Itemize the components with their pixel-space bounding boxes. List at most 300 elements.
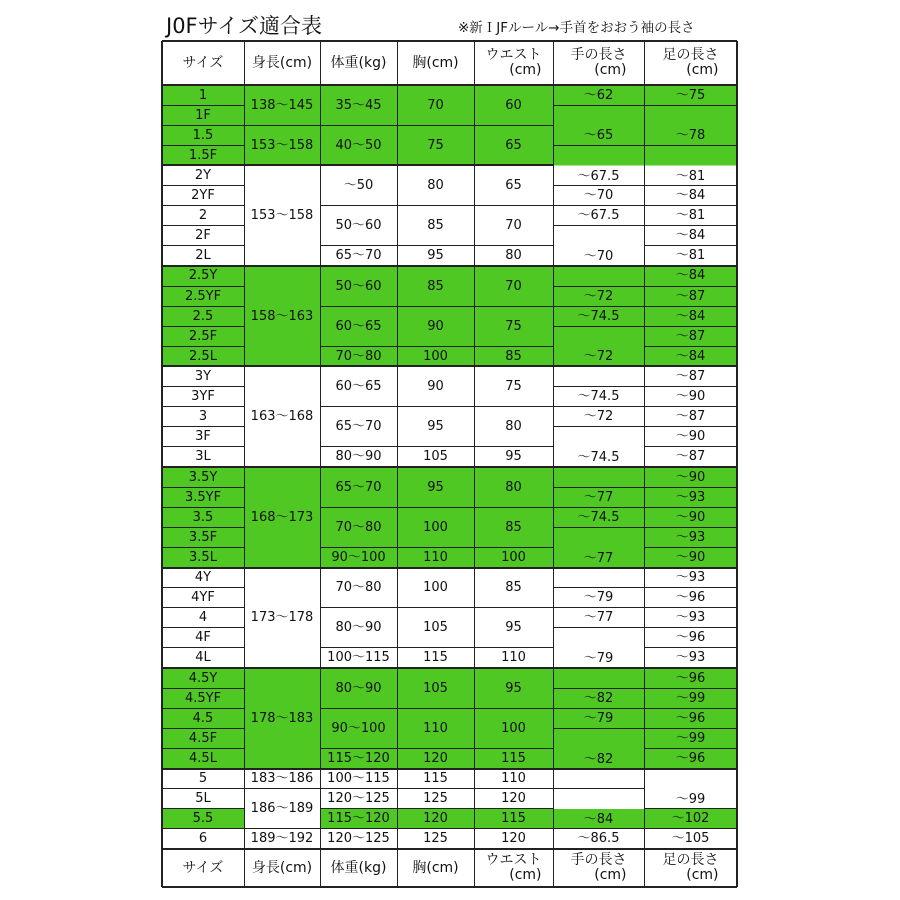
table-rule bbox=[474, 164, 553, 166]
cell-text: 100 bbox=[501, 549, 526, 565]
size-cell bbox=[162, 668, 244, 688]
header-label: 手の長さ bbox=[570, 852, 627, 869]
size-cell bbox=[162, 769, 244, 789]
arm-cell bbox=[553, 668, 644, 688]
leg-cell bbox=[644, 507, 737, 527]
header-cell-size bbox=[162, 41, 244, 85]
size-cell bbox=[162, 809, 244, 829]
header-unit: (cm) bbox=[686, 62, 719, 78]
table-rule bbox=[397, 406, 474, 407]
cell-text: 168〜173 bbox=[250, 509, 314, 525]
cell-text: 75 bbox=[505, 318, 522, 334]
header-cell-arm bbox=[553, 41, 644, 85]
cell-text: 85 bbox=[427, 278, 444, 294]
cell-text: 〜78 bbox=[675, 128, 706, 144]
waist-cell bbox=[474, 568, 553, 608]
size-cell bbox=[162, 728, 244, 748]
table-rule bbox=[320, 788, 397, 789]
chest-cell bbox=[397, 125, 474, 165]
size-cell bbox=[162, 829, 244, 849]
leg-cell bbox=[644, 206, 737, 226]
size-cell bbox=[162, 427, 244, 447]
cell-text: 120 bbox=[423, 751, 448, 767]
cell-text: 〜102 bbox=[671, 811, 710, 827]
table-rule bbox=[320, 205, 397, 206]
cell-text: 〜77 bbox=[583, 550, 614, 566]
leg-cell bbox=[644, 688, 737, 708]
cell-text: 95 bbox=[505, 680, 522, 696]
waist-cell bbox=[474, 306, 553, 346]
table-rule bbox=[644, 768, 737, 770]
cell-text: 〜79 bbox=[583, 590, 614, 606]
table-rule bbox=[244, 788, 320, 789]
table-rule bbox=[553, 365, 644, 367]
arm-cell bbox=[553, 608, 644, 628]
table-rule bbox=[320, 125, 397, 126]
table-rule bbox=[644, 365, 737, 367]
leg-cell bbox=[644, 266, 737, 286]
cell-text: 〜90 bbox=[675, 509, 706, 525]
chest-cell bbox=[397, 568, 474, 608]
size-cell bbox=[162, 105, 244, 125]
header-unit: (cm) bbox=[594, 867, 627, 883]
leg-cell bbox=[644, 427, 737, 447]
chest-cell bbox=[397, 547, 474, 567]
table-rule bbox=[397, 245, 474, 246]
table-rule bbox=[397, 708, 474, 709]
cell-text: 〜99 bbox=[675, 730, 706, 746]
table-rule bbox=[644, 205, 737, 206]
cell-text: 95 bbox=[427, 419, 444, 435]
table-rule bbox=[162, 748, 244, 749]
header-stack bbox=[571, 853, 627, 882]
table-rule bbox=[320, 265, 397, 267]
leg-cell bbox=[644, 145, 737, 185]
leg-cell bbox=[644, 708, 737, 728]
table-rule bbox=[553, 265, 644, 267]
table-rule bbox=[162, 225, 244, 226]
waist-cell bbox=[474, 829, 553, 849]
waist-cell bbox=[474, 407, 553, 447]
cell-text: 5.5 bbox=[192, 811, 214, 827]
cell-text: 〜77 bbox=[583, 610, 614, 626]
header-label: 足の長さ bbox=[662, 852, 719, 869]
leg-cell bbox=[644, 487, 737, 507]
cell-text: 3.5L bbox=[189, 549, 217, 565]
size-cell bbox=[162, 568, 244, 588]
weight-cell bbox=[320, 165, 397, 205]
table-rule bbox=[474, 547, 553, 548]
table-rule bbox=[644, 426, 737, 427]
table-rule bbox=[397, 507, 474, 508]
size-cell bbox=[162, 306, 244, 326]
arm-cell bbox=[553, 688, 644, 708]
table-rule bbox=[397, 164, 474, 166]
cell-text: 〜74.5 bbox=[577, 308, 620, 324]
table-rule bbox=[474, 708, 553, 709]
table-rule bbox=[320, 647, 397, 648]
cell-text: 65〜70 bbox=[335, 248, 382, 264]
cell-text: 4.5F bbox=[188, 730, 218, 746]
chest-cell bbox=[397, 668, 474, 708]
table-rule bbox=[644, 567, 737, 569]
cell-text: 〜90 bbox=[675, 469, 706, 485]
cell-text: 100〜115 bbox=[327, 771, 390, 787]
leg-cell bbox=[644, 346, 737, 366]
arm-cell bbox=[553, 467, 644, 487]
table-rule bbox=[320, 708, 397, 709]
cell-text: 〜84 bbox=[675, 348, 706, 364]
cell-text: 153〜158 bbox=[250, 137, 314, 153]
cell-text: 70 bbox=[505, 218, 522, 234]
leg-cell bbox=[644, 769, 737, 809]
weight-cell bbox=[320, 547, 397, 567]
cell-text: 60〜65 bbox=[335, 379, 382, 395]
cell-text: 〜79 bbox=[583, 710, 614, 726]
table-rule bbox=[553, 667, 644, 669]
table-rule bbox=[644, 507, 737, 508]
table-rule bbox=[320, 768, 397, 770]
cell-text: 2F bbox=[195, 228, 211, 244]
size-cell bbox=[162, 447, 244, 467]
arm-cell bbox=[553, 286, 644, 306]
table-rule bbox=[553, 225, 644, 226]
waist-cell bbox=[474, 809, 553, 829]
cell-text: 85 bbox=[427, 218, 444, 234]
table-rule bbox=[553, 587, 644, 588]
size-cell bbox=[162, 527, 244, 547]
arm-cell bbox=[553, 427, 644, 467]
table-rule bbox=[320, 466, 397, 468]
cell-text: 50〜60 bbox=[335, 218, 382, 234]
table-rule bbox=[320, 446, 397, 447]
height-cell bbox=[244, 366, 320, 467]
cell-text: 3.5YF bbox=[184, 489, 222, 505]
cell-text: 3.5 bbox=[192, 509, 214, 525]
cell-text: 3.5Y bbox=[188, 469, 218, 485]
cell-text: 〜87 bbox=[675, 288, 706, 304]
waist-cell bbox=[474, 165, 553, 205]
table-rule bbox=[397, 125, 474, 126]
height-cell bbox=[244, 568, 320, 669]
cell-text: 120〜125 bbox=[327, 791, 390, 807]
cell-text: 70〜80 bbox=[335, 348, 382, 364]
arm-cell bbox=[553, 527, 644, 567]
cell-text: 105 bbox=[423, 620, 448, 636]
cell-text: 2.5 bbox=[192, 308, 214, 324]
leg-cell bbox=[644, 668, 737, 688]
table-rule bbox=[162, 828, 244, 829]
table-rule bbox=[397, 547, 474, 548]
cell-text: 〜96 bbox=[675, 710, 706, 726]
table-rule bbox=[162, 848, 737, 850]
table-rule bbox=[553, 527, 644, 528]
weight-cell bbox=[320, 507, 397, 547]
arm-cell bbox=[553, 306, 644, 326]
cell-text: 110 bbox=[501, 650, 526, 666]
chest-cell bbox=[397, 708, 474, 748]
size-cell bbox=[162, 748, 244, 768]
table-rule bbox=[644, 728, 737, 729]
chest-cell bbox=[397, 85, 474, 125]
leg-cell bbox=[644, 105, 737, 145]
cell-text: 〜84 bbox=[675, 308, 706, 324]
table-rule bbox=[397, 205, 474, 206]
table-rule bbox=[162, 688, 244, 689]
cell-text: 70〜80 bbox=[335, 580, 382, 596]
cell-text: 95 bbox=[505, 449, 522, 465]
waist-cell bbox=[474, 246, 553, 266]
arm-cell bbox=[553, 85, 644, 105]
cell-text: 138〜145 bbox=[250, 97, 314, 113]
page-title: J0Fサイズ適合表 bbox=[166, 14, 322, 38]
cell-text: 153〜158 bbox=[250, 208, 314, 224]
cell-text: 〜70 bbox=[583, 248, 614, 264]
cell-text: 70〜80 bbox=[335, 519, 382, 535]
table-rule bbox=[162, 426, 244, 427]
size-cell bbox=[162, 648, 244, 668]
cell-text: 2.5Y bbox=[188, 268, 218, 284]
cell-text: 65 bbox=[505, 137, 522, 153]
leg-cell bbox=[644, 186, 737, 206]
table-rule bbox=[397, 567, 474, 569]
cell-text: 3 bbox=[198, 409, 208, 425]
table-rule bbox=[320, 808, 397, 809]
cell-text: 186〜189 bbox=[250, 801, 314, 817]
weight-cell bbox=[320, 266, 397, 306]
table-rule bbox=[244, 667, 320, 669]
waist-cell bbox=[474, 769, 553, 789]
header-cell-height bbox=[244, 41, 320, 85]
size-cell bbox=[162, 487, 244, 507]
cell-text: 〜81 bbox=[675, 248, 706, 264]
table-rule bbox=[162, 567, 244, 569]
table-rule bbox=[644, 346, 737, 347]
cell-text: 〜84 bbox=[583, 811, 614, 827]
table-rule bbox=[644, 647, 737, 648]
weight-cell bbox=[320, 85, 397, 125]
cell-text: 〜87 bbox=[675, 449, 706, 465]
cell-text: 2.5L bbox=[189, 348, 217, 364]
cell-text: 〜90 bbox=[675, 389, 706, 405]
size-cell bbox=[162, 507, 244, 527]
table-rule bbox=[244, 768, 320, 770]
weight-cell bbox=[320, 769, 397, 789]
cell-text: 85 bbox=[505, 580, 522, 596]
table-rule bbox=[162, 788, 244, 789]
table-rule bbox=[553, 688, 644, 689]
cell-text: 4.5 bbox=[192, 710, 214, 726]
waist-cell bbox=[474, 366, 553, 406]
cell-text: 〜67.5 bbox=[577, 208, 620, 224]
table-rule bbox=[397, 748, 474, 749]
cell-text: 65〜70 bbox=[335, 479, 382, 495]
arm-cell bbox=[553, 366, 644, 386]
cell-text: 158〜163 bbox=[250, 308, 314, 324]
table-rule bbox=[397, 788, 474, 789]
table-rule bbox=[320, 667, 397, 669]
arm-cell bbox=[553, 145, 644, 185]
cell-text: 115 bbox=[501, 811, 526, 827]
cell-text: 60〜65 bbox=[335, 318, 382, 334]
cell-text: 〜82 bbox=[583, 751, 614, 767]
arm-cell bbox=[553, 326, 644, 366]
leg-cell bbox=[644, 809, 737, 829]
footer-cell-leg bbox=[644, 849, 737, 887]
table-rule bbox=[553, 507, 644, 508]
size-cell bbox=[162, 467, 244, 487]
table-rule bbox=[320, 306, 397, 307]
waist-cell bbox=[474, 206, 553, 246]
cell-text: 〜96 bbox=[675, 590, 706, 606]
table-rule bbox=[162, 105, 244, 106]
weight-cell bbox=[320, 346, 397, 366]
table-rule bbox=[474, 788, 553, 789]
header-cell-waist bbox=[474, 41, 553, 85]
chest-cell bbox=[397, 748, 474, 768]
leg-cell bbox=[644, 748, 737, 768]
cell-text: 85 bbox=[505, 348, 522, 364]
table-rule bbox=[474, 808, 553, 809]
arm-cell bbox=[553, 387, 644, 407]
table-rule bbox=[162, 406, 244, 407]
table-rule bbox=[244, 567, 320, 569]
chest-cell bbox=[397, 346, 474, 366]
table-rule bbox=[320, 164, 397, 166]
size-cell bbox=[162, 608, 244, 628]
cell-text: 95 bbox=[427, 248, 444, 264]
table-rule bbox=[474, 466, 553, 468]
table-rule bbox=[162, 507, 244, 508]
cell-text: 〜74.5 bbox=[577, 449, 620, 465]
table-rule bbox=[553, 286, 644, 287]
cell-text: サイズ bbox=[182, 860, 224, 876]
table-rule bbox=[474, 446, 553, 447]
cell-text: 〜90 bbox=[675, 429, 706, 445]
table-rule bbox=[553, 728, 644, 729]
table-rule bbox=[162, 728, 244, 729]
table-rule bbox=[644, 225, 737, 226]
table-rule bbox=[320, 41, 321, 887]
header-label: 手の長さ bbox=[570, 47, 627, 64]
cell-text: 35〜45 bbox=[335, 97, 382, 113]
cell-text: 〜93 bbox=[675, 570, 706, 586]
cell-text: 80 bbox=[505, 419, 522, 435]
arm-cell bbox=[553, 568, 644, 588]
table-rule bbox=[553, 205, 644, 206]
leg-cell bbox=[644, 387, 737, 407]
cell-text: 〜65 bbox=[583, 128, 614, 144]
table-rule bbox=[644, 406, 737, 407]
table-rule bbox=[162, 40, 737, 42]
cell-text: 4YF bbox=[191, 590, 215, 606]
table-rule bbox=[162, 326, 244, 327]
table-rule bbox=[320, 607, 397, 608]
height-cell bbox=[244, 85, 320, 125]
size-cell bbox=[162, 547, 244, 567]
table-rule bbox=[162, 587, 244, 588]
cell-text: 95 bbox=[505, 620, 522, 636]
table-rule bbox=[474, 406, 553, 407]
size-cell bbox=[162, 246, 244, 266]
waist-cell bbox=[474, 266, 553, 306]
table-rule bbox=[162, 306, 244, 307]
cell-text: 90 bbox=[427, 318, 444, 334]
table-rule bbox=[162, 84, 737, 86]
cell-text: 90 bbox=[427, 379, 444, 395]
header-unit: (cm) bbox=[686, 867, 719, 883]
cell-text: 100〜115 bbox=[327, 650, 390, 666]
cell-text: 〜99 bbox=[675, 791, 706, 807]
header-cell-leg bbox=[644, 41, 737, 85]
cell-text: 〜77 bbox=[583, 489, 614, 505]
table-rule bbox=[553, 406, 644, 407]
table-rule bbox=[553, 326, 644, 327]
table-rule bbox=[162, 808, 244, 809]
footer-cell-arm bbox=[553, 849, 644, 887]
table-rule bbox=[162, 768, 244, 770]
cell-text: 〜50 bbox=[343, 178, 374, 193]
table-rule bbox=[161, 41, 163, 887]
table-rule bbox=[397, 607, 474, 608]
leg-cell bbox=[644, 306, 737, 326]
weight-cell bbox=[320, 407, 397, 447]
chest-cell bbox=[397, 447, 474, 467]
arm-cell bbox=[553, 226, 644, 266]
table-rule bbox=[553, 708, 644, 709]
table-rule bbox=[162, 487, 244, 488]
weight-cell bbox=[320, 467, 397, 507]
height-cell bbox=[244, 829, 320, 849]
table-rule bbox=[320, 365, 397, 367]
footer-cell-weight bbox=[320, 849, 397, 887]
cell-text: 163〜168 bbox=[250, 409, 314, 425]
arm-cell bbox=[553, 769, 644, 789]
table-rule bbox=[644, 306, 737, 307]
weight-cell bbox=[320, 125, 397, 165]
cell-text: 〜74.5 bbox=[577, 509, 620, 525]
cell-text: 身長(cm) bbox=[251, 55, 313, 71]
table-rule bbox=[474, 41, 475, 887]
header-stack bbox=[571, 48, 627, 77]
table-rule bbox=[644, 587, 737, 588]
leg-cell bbox=[644, 85, 737, 105]
table-rule bbox=[320, 748, 397, 749]
leg-cell bbox=[644, 246, 737, 266]
waist-cell bbox=[474, 507, 553, 547]
table-rule bbox=[644, 265, 737, 267]
table-rule bbox=[397, 346, 474, 347]
table-rule bbox=[320, 547, 397, 548]
table-rule bbox=[644, 527, 737, 528]
table-rule bbox=[474, 507, 553, 508]
cell-text: 〜93 bbox=[675, 529, 706, 545]
table-rule bbox=[553, 788, 644, 789]
cell-text: 4.5Y bbox=[188, 670, 218, 686]
waist-cell bbox=[474, 85, 553, 125]
table-rule bbox=[553, 567, 644, 569]
cell-text: 〜93 bbox=[675, 610, 706, 626]
leg-cell bbox=[644, 366, 737, 386]
cell-text: 4F bbox=[195, 630, 211, 646]
cell-text: 〜90 bbox=[675, 549, 706, 565]
table-rule bbox=[644, 607, 737, 608]
cell-text: 5L bbox=[195, 791, 211, 807]
cell-text: 115 bbox=[501, 751, 526, 767]
table-rule bbox=[162, 547, 244, 548]
cell-text: 〜87 bbox=[675, 328, 706, 344]
cell-text: 体重(kg) bbox=[330, 55, 387, 71]
